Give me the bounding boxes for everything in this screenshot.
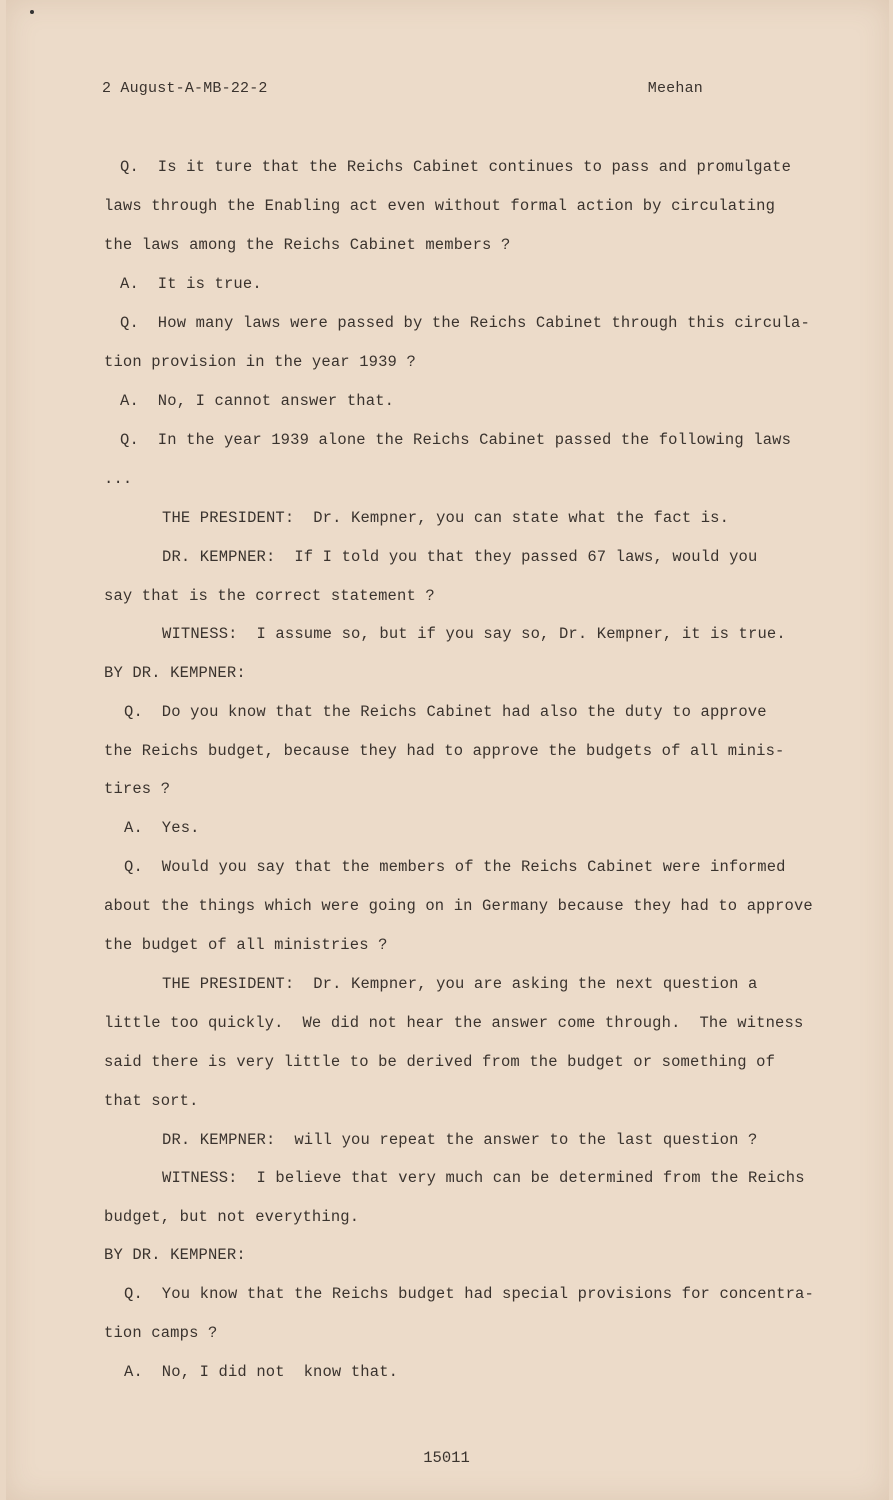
text-line: DR. KEMPNER: will you repeat the answer to the last question ? xyxy=(162,1131,758,1149)
text-line: DR. KEMPNER: If I told you that they passed 67 laws, would you xyxy=(162,548,758,566)
page-number: 15011 xyxy=(423,1449,470,1467)
text-line: Q. Is it ture that the Reichs Cabinet continues to pass and promulgate xyxy=(120,158,792,176)
text-line: A. Yes. xyxy=(124,819,200,837)
text-line: tion provision in the year 1939 ? xyxy=(104,353,416,371)
text-line: the Reichs budget, because they had to approve the budgets of all minis- xyxy=(104,742,785,760)
text-line: that sort. xyxy=(104,1092,199,1110)
header-reference: 2 August-A-MB-22-2 xyxy=(102,80,268,97)
text-line: Q. You know that the Reichs budget had special provisions for concentra- xyxy=(124,1285,814,1303)
text-line: ... xyxy=(104,470,133,488)
text-line: Q. Do you know that the Reichs Cabinet had also the duty to approve xyxy=(124,703,767,721)
punch-mark xyxy=(30,10,34,14)
text-line: BY DR. KEMPNER: xyxy=(104,1246,246,1264)
text-line: Q. In the year 1939 alone the Reichs Cabinet passed the following laws xyxy=(120,431,792,449)
text-line: little too quickly. We did not hear the answer come through. The witness xyxy=(104,1014,804,1032)
text-line: laws through the Enabling act even without formal action by circulating xyxy=(104,197,776,215)
text-line: tion camps ? xyxy=(104,1324,218,1342)
text-line: WITNESS: I believe that very much can be determined from the Reichs xyxy=(162,1169,805,1187)
text-line: the laws among the Reichs Cabinet members ? xyxy=(104,236,511,254)
text-line: A. It is true. xyxy=(120,275,262,293)
text-line: A. No, I did not know that. xyxy=(124,1363,399,1381)
text-line: BY DR. KEMPNER: xyxy=(104,664,246,682)
text-line: said there is very little to be derived from the budget or something of xyxy=(104,1053,776,1071)
text-line: say that is the correct statement ? xyxy=(104,587,435,605)
text-line: tires ? xyxy=(104,780,171,798)
text-line: the budget of all ministries ? xyxy=(104,936,388,954)
header-name: Meehan xyxy=(647,80,703,97)
page-header xyxy=(102,80,703,97)
text-line: WITNESS: I assume so, but if you say so, Dr. Kempner, it is true. xyxy=(162,625,786,643)
text-line: A. No, I cannot answer that. xyxy=(120,392,395,410)
text-line: Q. Would you say that the members of the Reichs Cabinet were informed xyxy=(124,858,786,876)
text-line: Q. How many laws were passed by the Reichs Cabinet through this circula- xyxy=(120,314,810,332)
text-line: about the things which were going on in Germany because they had to approve xyxy=(104,897,813,915)
text-line: THE PRESIDENT: Dr. Kempner, you are asking the next question a xyxy=(162,975,758,993)
text-line: budget, but not everything. xyxy=(104,1208,360,1226)
text-line: THE PRESIDENT: Dr. Kempner, you can state what the fact is. xyxy=(162,509,730,527)
